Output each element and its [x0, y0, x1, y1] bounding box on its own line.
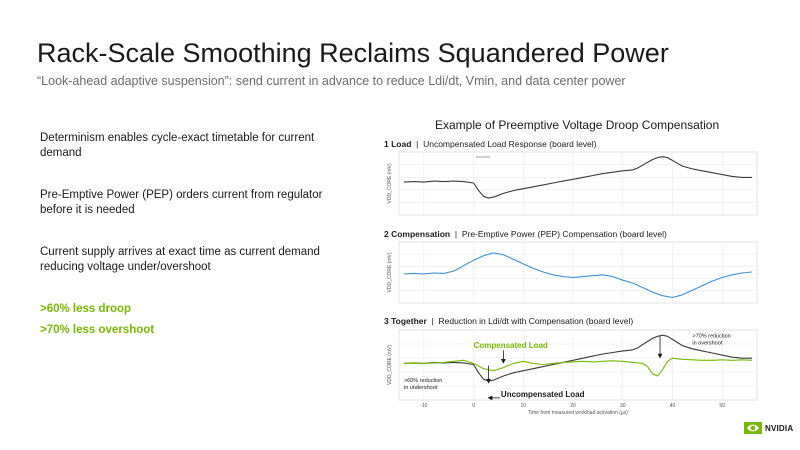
y-axis-label: VDD_CORE (mV) [387, 163, 393, 204]
overshoot-annotation-line: >70% reduction [692, 333, 731, 340]
panel-1-label: 1 Load [384, 139, 412, 149]
bullet-overshoot: >70% less overshoot [40, 324, 155, 336]
chart-panel-3 [387, 330, 757, 416]
bullet-droop: >60% less droop [40, 303, 132, 315]
page-title: Rack-Scale Smoothing Reclaims Squandered Power [37, 38, 669, 68]
panel-title-separator: | [452, 229, 460, 239]
panel-1-desc: Uncompensated Load Response (board level) [423, 139, 597, 149]
panel-title-separator: | [429, 316, 437, 326]
chart-panel-1 [387, 152, 757, 215]
bullet-current-supply: Current supply arrives at exact time as current demand reducing voltage under/overshoot [40, 246, 320, 273]
y-axis-label: VDD_CORE (mV) [387, 252, 393, 293]
panel-title-separator: | [413, 139, 421, 149]
nvidia-eye-icon [744, 422, 762, 434]
x-tick-label: 20 [570, 403, 576, 409]
nvidia-logo-text: NVIDIA [765, 423, 794, 433]
undershoot-annotation [404, 378, 442, 391]
y-axis-label: VDD_CORE (mV) [387, 344, 393, 386]
undershoot-annotation-line: >60% reduction [403, 378, 443, 385]
page-subtitle: “Look-ahead adaptive suspension”: send current in advance to reduce Ldi/dt, Vmin, and data center power [37, 74, 626, 88]
x-tick-label: 40 [669, 403, 676, 409]
activation-annotation: activation [475, 155, 491, 159]
plot-area [399, 152, 757, 215]
x-tick-label: -10 [420, 403, 428, 409]
x-tick-label: 10 [520, 403, 527, 409]
x-axis-label: Time from measured workload activation (µs) [528, 410, 628, 416]
compensated-load-label: Compensated Load [473, 340, 548, 350]
bullet-determinism: Determinism enables cycle-exact timetable for current demand [40, 132, 315, 159]
uncompensated-load-label: Uncompensated Load [500, 389, 585, 399]
figure-title: Example of Preemptive Voltage Droop Compensation [435, 118, 720, 132]
undershoot-annotation-line: in undershoot [403, 385, 438, 392]
overshoot-annotation-line: in overshoot [692, 340, 723, 347]
x-tick-label: 50 [719, 403, 725, 409]
x-tick-label: 30 [619, 403, 626, 409]
plot-area [399, 242, 757, 303]
panel-2-desc: Pre-Emptive Power (PEP) Compensation (board level) [461, 229, 667, 239]
nvidia-logo [744, 422, 793, 434]
bullet-pep: Pre-Emptive Power (PEP) orders current from regulator before it is needed [40, 189, 323, 216]
x-tick-label: 0 [472, 403, 475, 409]
panel-3-desc: Reduction in Ldi/dt with Compensation (board level) [438, 316, 634, 326]
chart-panel-2 [387, 242, 757, 303]
panel-2-label: 2 Compensation [384, 229, 451, 239]
panel-3-label: 3 Together [384, 316, 427, 326]
